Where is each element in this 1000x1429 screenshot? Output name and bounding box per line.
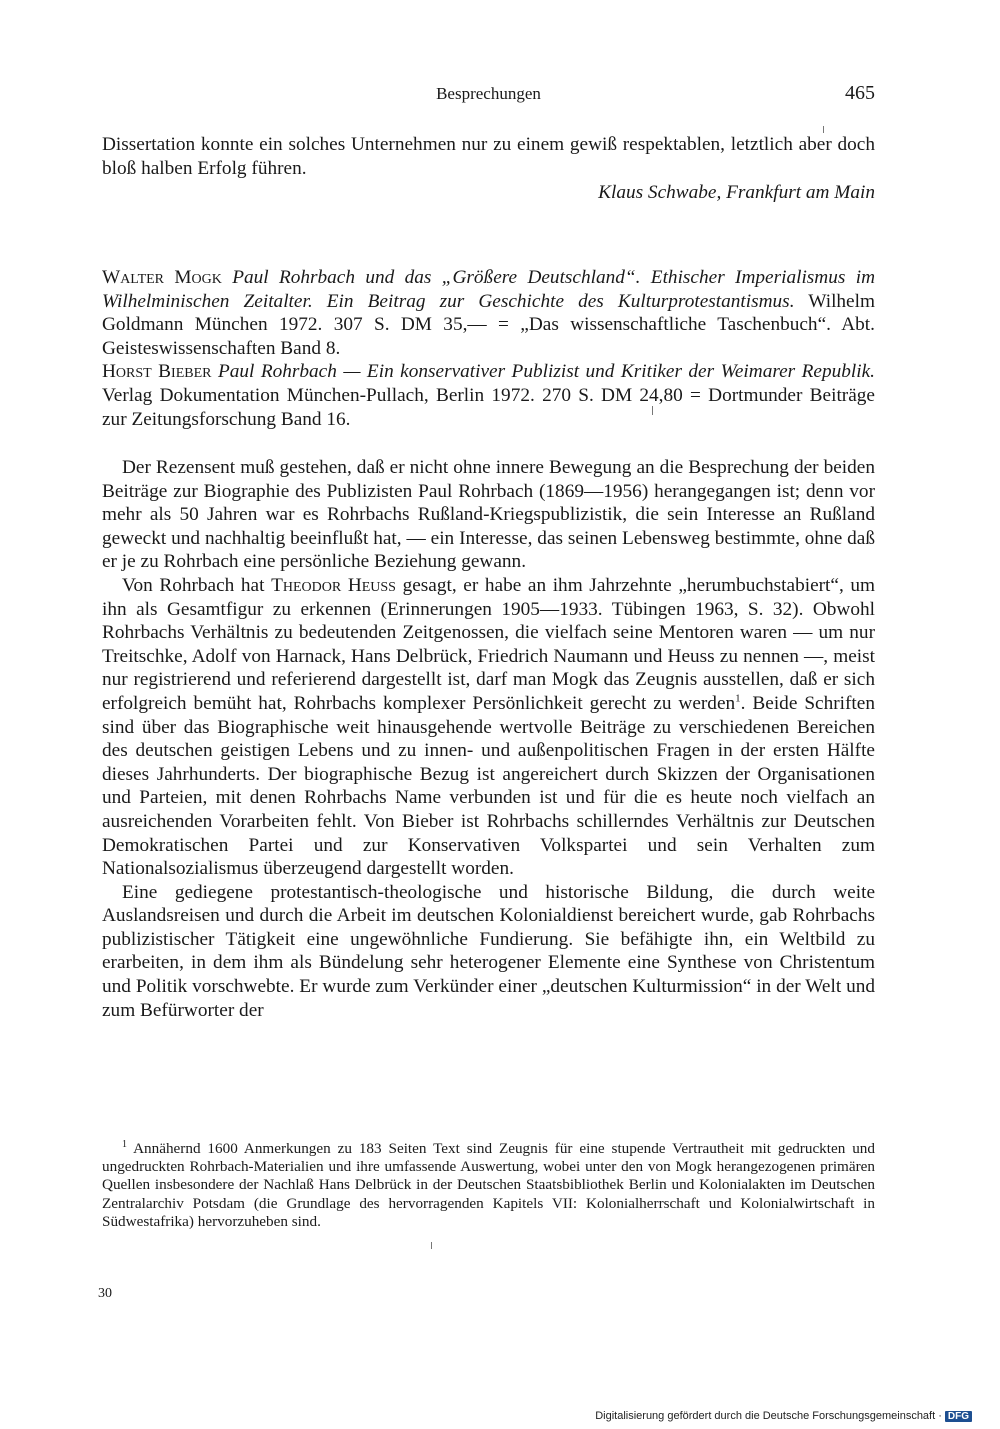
running-head: Besprechungen — [436, 84, 541, 103]
carryover-text: Dissertation konnte ein solches Unternehmen nur zu einem gewiß respektablen, letztlich aber doch bloß halben Erfolg führen. — [102, 134, 875, 179]
book-details: Verlag Dokumentation München-Pullach, Berlin 1972. 270 S. DM 24,80 = Dortmunder Beiträge zur Zeitungsforschung Band 16. — [102, 384, 875, 430]
bibliography-entry — [102, 266, 875, 360]
body-paragraph — [102, 574, 875, 881]
book-title: Paul Rohrbach und das „Größere Deutschland“. Ethischer Imperialismus im Wilhelminischen Zeitalter. Ein Beitrag zur Geschichte des Kulturprotestantismus. — [102, 267, 876, 312]
book-author: Walter Mogk — [102, 267, 222, 288]
credit-text: Digitalisierung gefördert durch die Deutsche Forschungsgemeinschaft · — [595, 1410, 942, 1422]
scan-mark — [431, 1242, 432, 1249]
bibliography-block — [102, 266, 875, 431]
body-paragraph: Eine gediegene protestantisch-theologische und historische Bildung, die durch weite Auslandsreisen und durch die Arbeit im deutschen Kolonialdienst bereichert wurde, gab Rohrbachs publizistischer Tätigkeit eine ungewöhnliche Fundierung. Sie befähigte ihn, ein Weltbild zu erarbeiten, in dem ihm als Bündelung sehr heterogener Elemente eine Synthese von Christentum und Politik vorschwebte. Er wurde zum Verkünder einer „deutschen Kulturmission“ in der Welt und zum Befürworter der — [102, 881, 875, 1021]
footnote-number: 1 — [122, 1138, 127, 1150]
dfg-logo: DFG — [945, 1411, 972, 1422]
paragraph-lead: Von Rohrbach hat — [122, 574, 265, 596]
page-header — [102, 82, 875, 112]
scan-mark — [823, 126, 824, 133]
scan-mark — [652, 406, 653, 415]
body-paragraph: Der Rezensent muß gestehen, daß er nicht ohne innere Bewegung an die Besprechung der beiden Beiträge zur Biographie des Publizisten Paul Rohrbach (1869—1956) herangegangen ist; denn vor mehr als 50 Jahren war es Rohrbachs Rußland-Kriegspublizistik, die sein Interesse an Rußland geweckt und nachhaltig beeinflußt hat, — ein Interesse, das seinen Lebensweg bestimmte, ohne daß er je zu Rohrbach eine persönliche Beziehung gewann. — [102, 457, 875, 573]
reviewer-signature: Klaus Schwabe, Frankfurt am Main — [598, 182, 875, 203]
sheet-number: 30 — [98, 1286, 112, 1301]
footnote-block — [102, 1140, 875, 1231]
book-details: Wilhelm Goldmann München 1972. 307 S. DM 35,— = „Das wissenschaftliche Taschenbuch“. Abt. Geisteswissenschaften Band 8. — [102, 290, 875, 359]
footnote-text: Annähernd 1600 Anmerkungen zu 183 Seiten Text sind Zeugnis für eine stupende Vertrautheit mit gedruckten und ungedruckten Rohrbach-Materialien und ihre umfassende Auswertung, wobei unter den von Mogk herangezogenen primären Quellen insbesondere der Nachlaß Hans Delbrück in der Deutschen Staatsbibliothek Berlin und Kolonialakten im Deutschen Zentralarchiv Potsdam (die Grundlage des hervorragenden Kapitels VII: Kolonialherrschaft und Kolonialwirtschaft in Südwestafrika) hervorzuheben sind. — [102, 1140, 875, 1230]
previous-review-ending — [102, 133, 875, 203]
paragraph-text: gesagt, er habe an ihm Jahrzehnte „herumbuchstabiert“, um ihn als Gesamtfigur zu erkennen (Erinnerungen 1905—1933. Tübingen 1963, S. 32). Obwohl Rohrbachs Verhältnis zu bedeutenden Zeitgenossen, die vielfach seine Mentoren waren — um nur Treitschke, Adolf von Harnack, Hans Delbrück, Friedrich Naumann und Heuss zu nennen —, meist nur registrierend und referierend dargestellt ist, darf man Mogk das Zeugnis ausstellen, daß er sich erfolgreich bemüht hat, Rohrbachs komplexer Persönlichkeit gerecht zu werden — [102, 574, 876, 714]
digitization-credit — [595, 1410, 972, 1422]
footnote — [102, 1140, 875, 1231]
person-name: Theodor Heuss — [271, 574, 396, 596]
paragraph-text: . Beide Schriften sind über das Biographische weit hinausgehende wertvolle Beiträge zu verschiedenen Bereichen des deutschen geistigen Lebens und zu innen- und außenpolitischen Fragen in der ersten Hälfte dieses Jahrhunderts. Der biographische Bezug ist angereichert durch Skizzen der Organisationen und Parteien, mit denen Rohrbachs Name verbunden ist und für die es heute noch vielfach an ausreichenden Vorarbeiten fehlt. Von Bieber ist Rohrbachs schillerndes Verhältnis zur Deutschen Demokratischen Partei und zur Konservativen Volkspartei und sein Verhalten zum Nationalsozialismus überzeugend dargestellt worden. — [102, 692, 875, 880]
footnote-reference: 1 — [735, 692, 741, 705]
review-body — [102, 456, 875, 1022]
book-author: Horst Bieber — [102, 361, 212, 383]
book-title: Paul Rohrbach — Ein konservativer Publizist und Kritiker der Weimarer Republik. — [217, 361, 875, 383]
page-number: 465 — [845, 82, 875, 104]
bibliography-entry — [102, 360, 875, 431]
